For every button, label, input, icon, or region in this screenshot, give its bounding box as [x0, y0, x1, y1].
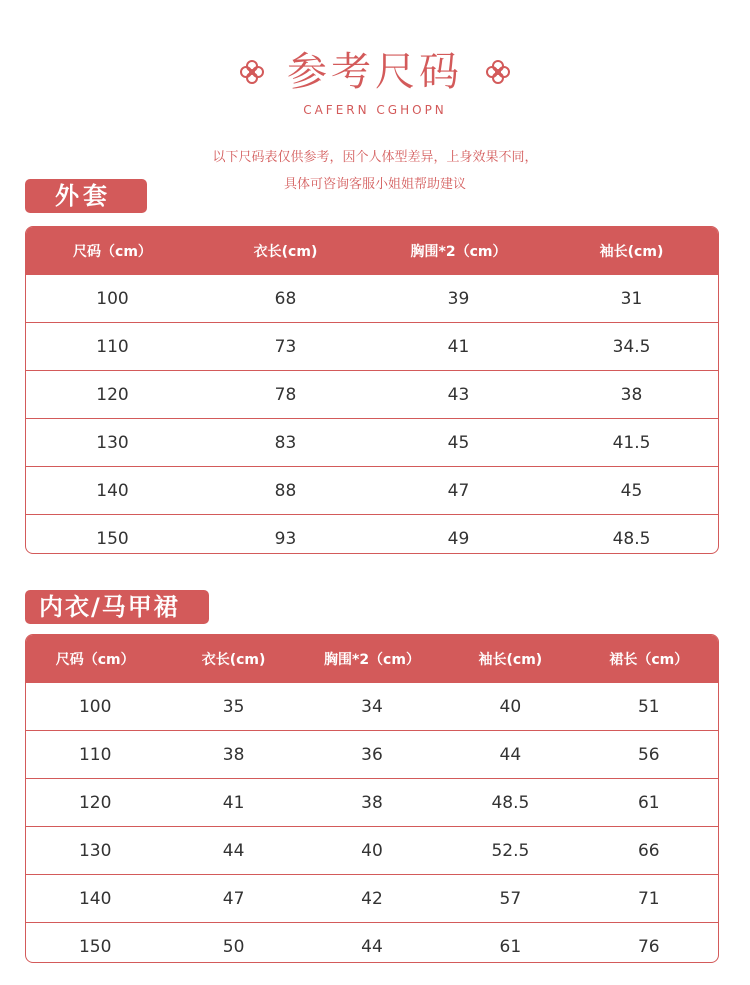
subtitle: CAFERN CGHOPN — [303, 103, 447, 117]
column-header: 尺码（cm） — [26, 635, 164, 683]
column-header: 胸围*2（cm） — [372, 227, 545, 275]
table-cell: 52.5 — [441, 827, 579, 875]
size-table-outerwear — [25, 226, 719, 554]
table-cell: 38 — [303, 779, 441, 827]
table-cell: 34.5 — [545, 323, 718, 371]
table-cell: 120 — [26, 371, 199, 419]
table-cell: 61 — [441, 923, 579, 964]
table-cell: 140 — [26, 467, 199, 515]
table-cell: 35 — [164, 683, 302, 731]
table-cell: 45 — [372, 419, 545, 467]
table-cell: 31 — [545, 275, 718, 323]
column-header: 胸围*2（cm） — [303, 635, 441, 683]
table-cell: 43 — [372, 371, 545, 419]
column-header: 衣长(cm) — [164, 635, 302, 683]
table-cell: 73 — [199, 323, 372, 371]
table-cell: 51 — [580, 683, 718, 731]
table-cell: 45 — [545, 467, 718, 515]
table-cell: 120 — [26, 779, 164, 827]
table-cell: 48.5 — [441, 779, 579, 827]
note-line-2: 具体可咨询客服小姐姐帮助建议 — [283, 177, 466, 192]
table-cell: 76 — [580, 923, 718, 964]
section-label-outerwear: 外套 — [25, 179, 147, 213]
table-cell: 39 — [372, 275, 545, 323]
flower-ornament-icon — [239, 59, 265, 85]
table-cell: 44 — [441, 731, 579, 779]
table-cell: 56 — [580, 731, 718, 779]
header — [0, 0, 750, 200]
table-cell: 47 — [372, 467, 545, 515]
column-header: 尺码（cm） — [26, 227, 199, 275]
table-cell: 93 — [199, 515, 372, 555]
table-cell: 83 — [199, 419, 372, 467]
table-cell: 100 — [26, 275, 199, 323]
table-cell: 100 — [26, 683, 164, 731]
table-row — [26, 731, 718, 779]
flower-ornament-icon — [485, 59, 511, 85]
page-title: 参考尺码 — [287, 49, 463, 95]
table-cell: 57 — [441, 875, 579, 923]
table-cell: 41 — [372, 323, 545, 371]
table-row — [26, 875, 718, 923]
column-header: 袖长(cm) — [441, 635, 579, 683]
table-cell: 130 — [26, 827, 164, 875]
table-row — [26, 515, 718, 555]
table-cell: 42 — [303, 875, 441, 923]
table-cell: 38 — [164, 731, 302, 779]
table-row — [26, 827, 718, 875]
table-row — [26, 323, 718, 371]
table-cell: 150 — [26, 923, 164, 964]
table-header-row — [26, 227, 718, 275]
table-row — [26, 467, 718, 515]
column-header: 袖长(cm) — [545, 227, 718, 275]
table-cell: 140 — [26, 875, 164, 923]
table-cell: 41.5 — [545, 419, 718, 467]
table-cell: 44 — [164, 827, 302, 875]
table-cell: 150 — [26, 515, 199, 555]
title-row — [0, 48, 750, 96]
table-row — [26, 779, 718, 827]
table-cell: 130 — [26, 419, 199, 467]
table-cell: 68 — [199, 275, 372, 323]
table-cell: 78 — [199, 371, 372, 419]
section-label-innerwear: 内衣/马甲裙 — [25, 590, 209, 624]
table-cell: 40 — [303, 827, 441, 875]
table-cell: 66 — [580, 827, 718, 875]
table-cell: 50 — [164, 923, 302, 964]
table-row — [26, 419, 718, 467]
column-header: 衣长(cm) — [199, 227, 372, 275]
size-table-innerwear — [25, 634, 719, 963]
table-cell: 36 — [303, 731, 441, 779]
table-row — [26, 683, 718, 731]
table-cell: 110 — [26, 731, 164, 779]
note-line-1: 以下尺码表仅供参考，因个人体型差异，上身效果不同， — [212, 150, 538, 165]
table-cell: 61 — [580, 779, 718, 827]
table-cell: 88 — [199, 467, 372, 515]
table-cell: 41 — [164, 779, 302, 827]
table-cell: 47 — [164, 875, 302, 923]
table-row — [26, 923, 718, 964]
table-cell: 38 — [545, 371, 718, 419]
table-cell: 40 — [441, 683, 579, 731]
table-cell: 71 — [580, 875, 718, 923]
table-row — [26, 371, 718, 419]
table-header-row — [26, 635, 718, 683]
table-cell: 34 — [303, 683, 441, 731]
table-cell: 48.5 — [545, 515, 718, 555]
table-cell: 110 — [26, 323, 199, 371]
table-cell: 44 — [303, 923, 441, 964]
table-row — [26, 275, 718, 323]
column-header: 裙长（cm） — [580, 635, 718, 683]
table-cell: 49 — [372, 515, 545, 555]
